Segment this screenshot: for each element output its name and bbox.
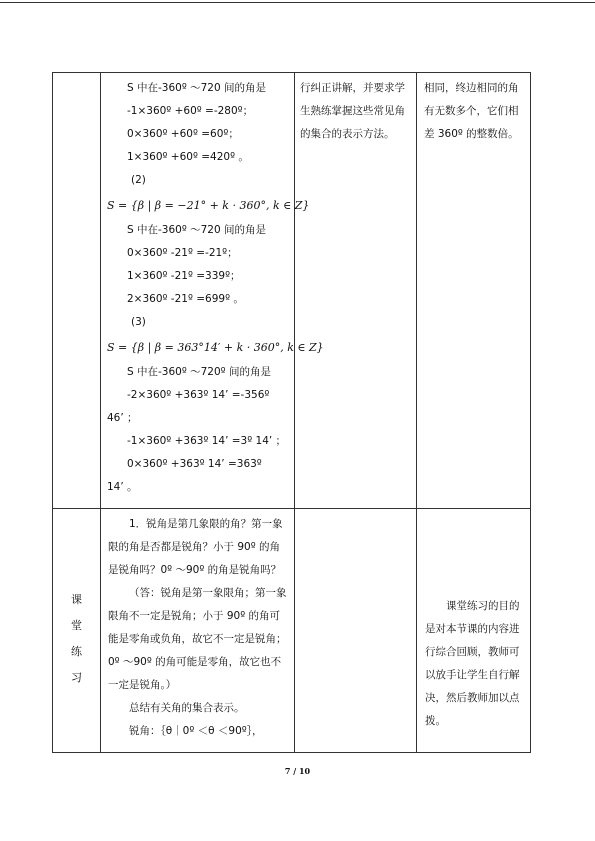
angle-line: -1×360º +60º =-280º； (127, 105, 254, 117)
row2-label-cell (53, 509, 101, 753)
s-range-line: S 中在-360º ～720 间的角是 (127, 224, 266, 236)
table-row-examples (53, 73, 531, 509)
section-label-char: 堂 (71, 619, 82, 632)
section-label-char: 练 (71, 645, 82, 658)
angle-line: 0×360º +60º =60º； (127, 128, 239, 140)
angle-line: 2×360º -21º =699º 。 (127, 293, 244, 305)
section-label-vertical (53, 509, 100, 691)
angle-line-cont: 46’ ； (107, 412, 138, 424)
angle-line: 1×360º +60º =420º 。 (127, 151, 249, 163)
section-label-char: 课 (71, 593, 82, 606)
row1-teacher-cell (295, 73, 417, 509)
row1-intent-cell (417, 73, 531, 509)
angle-line: -2×360º +363º 14’ =-356º (127, 389, 270, 401)
row2-content-cell (101, 509, 295, 753)
practice-intent-text: 课堂练习的目的是对本节课的内容进行综合回顾，教师可以放手让学生自行解决，然后教师加以点拨。 (425, 600, 520, 727)
page-number: 7 / 10 (284, 766, 311, 776)
s-range-line: S 中在-360º ～720º 间的角是 (127, 366, 271, 378)
row2-teacher-cell (295, 509, 417, 753)
row1-content-cell (101, 73, 324, 509)
angle-line: 0×360º +363º 14’ =363º (127, 458, 262, 470)
angle-line: 0×360º -21º =-21º； (127, 247, 238, 259)
s-range-line: S 中在-360º ～720 间的角是 (127, 82, 266, 94)
part-label: (3) (131, 316, 146, 328)
set-formula: S = {β | β = 363°14′ + k · 360°, k ∈ Z} (107, 341, 324, 354)
exercise-answer: （答：锐角是第一象限角；第一象限角不一定是锐角；小于 90º 的角可能是零角或负角，故它不一定是锐角；0º ～90º 的角可能是零角，故它也不一定是锐角。） (108, 587, 287, 691)
exercise-question: 1．锐角是第几象限的角？第一象限的角是否都是锐角？小于 90º 的角是锐角吗？0º ～90º 的角是锐角吗？ (108, 518, 283, 576)
angle-line: -1×360º +363º 14’ =3º 14’ ； (127, 435, 287, 447)
part-label: (2) (131, 174, 146, 186)
section-label-char: 习 (71, 671, 82, 684)
summary-line: 总结有关角的集合表示。 (129, 702, 245, 714)
page-top-rule (0, 2, 595, 3)
table-row-practice (53, 509, 531, 753)
angle-line: 1×360º -21º =339º； (127, 270, 241, 282)
angle-line-cont: 14’ 。 (107, 481, 138, 493)
row1-label-cell (53, 73, 101, 509)
design-intent-text: 相同，终边相同的角有无数多个，它们相差 360º 的整数倍。 (424, 82, 519, 140)
set-formula: S = {β | β = −21° + k · 360°, k ∈ Z} (107, 199, 310, 212)
lesson-table (52, 72, 531, 753)
row2-intent-cell (417, 509, 531, 753)
teacher-activity-text: 行纠正讲解，并要求学生熟练掌握这些常见角的集合的表示方法。 (300, 82, 405, 140)
acute-angle-set: 锐角：｛θ｜0º ＜θ ＜90º｝， (129, 725, 263, 737)
